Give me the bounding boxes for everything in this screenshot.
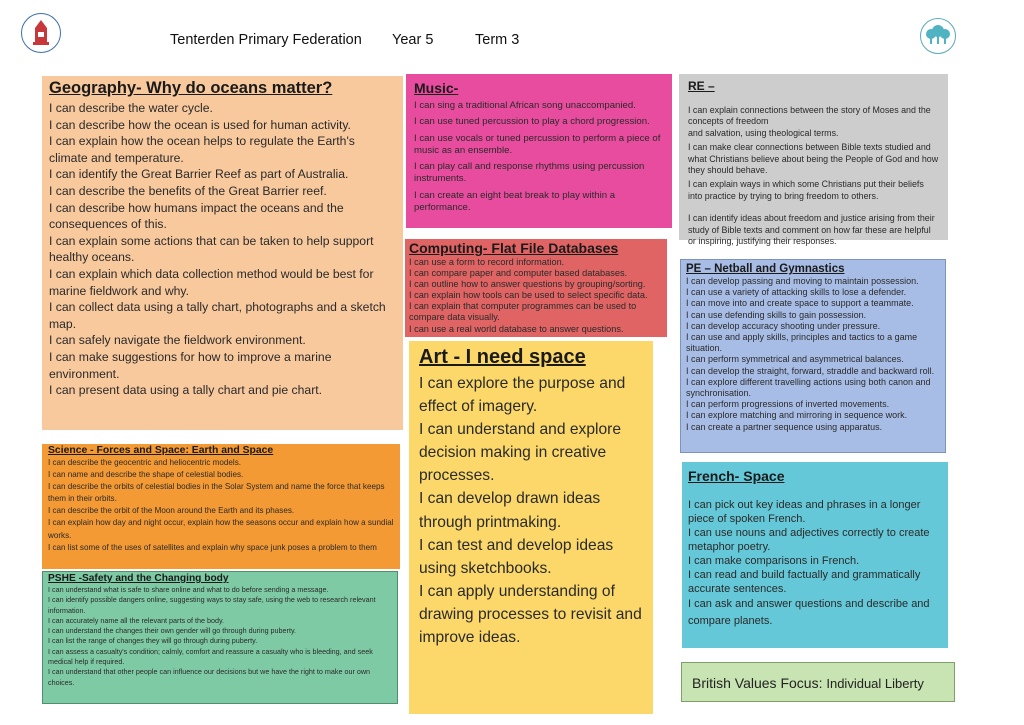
art-item: I can test and develop ideas using sketchbooks. <box>419 536 614 577</box>
science-item: I can explain how day and night occur, explain how the seasons occur and explain how a sundial works. <box>48 518 394 540</box>
science-item: I can describe the geocentric and heliocentric models. <box>48 458 242 467</box>
re-title: RE – <box>688 79 715 93</box>
art-item: I can understand and explore decision making in creative processes. <box>419 421 621 485</box>
art-item: I can explore the purpose and effect of imagery. <box>419 375 626 416</box>
geography-item: I can collect data using a tally chart, photographs and a sketch map. <box>49 300 386 331</box>
pshe-panel <box>42 571 398 704</box>
pshe-item: I can assess a casualty's condition; calmly, comfort and reassure a casualty who is bleeding, and seek medical help if required. <box>48 646 373 667</box>
science-item: I can list some of the uses of satellites and explain why space junk poses a problem to them <box>48 542 377 552</box>
pe-item: I can perform symmetrical and asymmetrical balances. <box>686 354 904 365</box>
re-item: I can explain connections between the story of Moses and the concepts of freedom <box>688 105 931 127</box>
computing-item: I can explain that computer programmes can be used to compare data visually. <box>409 301 637 323</box>
music-item: I can create an eight beat break to play within a performance. <box>414 189 616 214</box>
pshe-item: I can list the range of changes they will go through during puberty. <box>48 636 258 646</box>
re-item: I can make clear connections between Bible texts studied and what Christians believe about being the People of God and how they should behave. <box>688 142 939 176</box>
geography-item: I can describe how the ocean is used for human activity. <box>49 117 351 132</box>
pshe-title: PSHE -Safety and the Changing body <box>48 573 229 584</box>
art-item: I can develop drawn ideas through printmaking. <box>419 490 601 531</box>
geography-item: I can describe how humans impact the oceans and the consequences of this. <box>49 200 344 232</box>
computing-item: I can compare paper and computer based databases. <box>409 268 628 279</box>
computing-item: I can explain how tools can be used to select specific data. <box>409 290 648 301</box>
geography-item: I can explain how the ocean helps to regulate the Earth's climate and temperature. <box>49 134 355 165</box>
pe-item: I can develop the straight, forward, straddle and backward roll. <box>686 365 935 376</box>
geography-item: I can explain which data collection method would be best for marine fieldwork and why. <box>49 266 374 298</box>
art-item: I can apply understanding of drawing processes to revisit and improve ideas. <box>419 582 642 647</box>
french-item: I can read and build factually and grammatically accurate sentences. <box>688 569 921 595</box>
term-label: Term 3 <box>475 32 520 48</box>
pe-item: I can develop passing and moving to maintain possession. <box>686 276 919 286</box>
art-title: Art - I need space <box>419 346 586 368</box>
school-name: Tenterden Primary Federation <box>170 32 362 48</box>
french-item: I can make comparisons in French. <box>688 555 860 567</box>
british-values-value: Individual Liberty <box>826 676 924 691</box>
school-crest-icon <box>21 13 61 53</box>
science-title: Science - Forces and Space: Earth and Space <box>48 445 274 456</box>
year-label: Year 5 <box>392 32 434 48</box>
french-panel <box>682 462 948 648</box>
pe-item: I can explore different travelling actions using both canon and synchronisation. <box>686 376 931 399</box>
geography-item: I can describe the water cycle. <box>49 101 213 115</box>
trees-logo-icon <box>920 18 956 54</box>
computing-item: I can use a form to record information. <box>409 257 565 267</box>
music-item: I can play call and response rhythms using percussion instruments. <box>414 161 645 185</box>
re-item: I can identify ideas about freedom and justice arising from their study of Bible texts and comment on how far these are helpful or inspiring, justifying their responses. <box>688 213 935 247</box>
music-item: I can use tuned percussion to play a chord progression. <box>414 116 650 128</box>
re-item: I can explain ways in which some Christians put their beliefs into practice by trying to bring freedom to others. <box>688 179 924 201</box>
geography-panel <box>42 76 403 430</box>
pe-item: I can move into and create space to support a teammate. <box>686 298 914 309</box>
pe-item: I can use a variety of attacking skills to lose a defender. <box>686 287 907 298</box>
pe-item: I can use defending skills to gain possession. <box>686 309 867 320</box>
art-panel <box>409 341 653 714</box>
british-values-label: British Values Focus: <box>692 675 823 691</box>
music-title: Music- <box>414 80 459 96</box>
re-panel <box>679 74 948 247</box>
music-item: I can use vocals or tuned percussion to perform a piece of music as an ensemble. <box>414 132 661 156</box>
geography-item: I can identify the Great Barrier Reef as part of Australia. <box>49 167 349 182</box>
geography-item: I can describe the benefits of the Great Barrier reef. <box>49 183 327 198</box>
french-item: I can ask and answer questions and describe and compare planets. <box>688 598 930 627</box>
pe-panel <box>680 259 946 453</box>
french-title: French- Space <box>688 468 785 484</box>
french-item: I can use nouns and adjectives correctly to create metaphor poetry. <box>688 527 930 553</box>
computing-item: I can use a real world database to answer questions. <box>409 323 624 334</box>
pe-item: I can explore matching and mirroring in sequence work. <box>686 410 908 421</box>
science-panel <box>42 444 400 569</box>
computing-title: Computing- Flat File Databases <box>409 240 619 256</box>
computing-item: I can outline how to answer questions by grouping/sorting. <box>409 279 646 290</box>
music-item: I can sing a traditional African song unaccompanied. <box>414 100 636 111</box>
pshe-item: I can understand the changes their own gender will go through during puberty. <box>48 626 296 636</box>
geography-item: I can make suggestions for how to improve a marine environment. <box>49 349 332 381</box>
pshe-item: I can understand what is safe to share online and what to do before sending a message. <box>48 585 329 594</box>
geography-item: I can present data using a tally chart and pie chart. <box>49 383 323 398</box>
computing-panel <box>405 239 667 337</box>
science-item: I can name and describe the shape of celestial bodies. <box>48 470 244 480</box>
french-item: I can pick out key ideas and phrases in a longer piece of spoken French. <box>688 499 921 525</box>
british-values-panel <box>681 662 955 702</box>
pshe-item: I can identify possible dangers online, suggesting ways to stay safe, using the web to research relevant information. <box>48 595 376 615</box>
science-item: I can describe the orbit of the Moon around the Earth and its phases. <box>48 506 295 516</box>
geography-title: Geography- Why do oceans matter? <box>49 79 333 97</box>
music-panel <box>406 74 672 228</box>
re-item: and salvation, using theological terms. <box>688 127 839 138</box>
science-item: I can describe the orbits of celestial bodies in the Solar System and name the force that keeps them in their orbits. <box>48 482 385 504</box>
pshe-item: I can accurately name all the relevant parts of the body. <box>48 615 225 625</box>
pe-item: I can develop accuracy shooting under pressure. <box>686 320 881 331</box>
pe-title: PE – Netball and Gymnastics <box>686 263 845 275</box>
pe-item: I can perform progressions of inverted movements. <box>686 399 890 410</box>
pe-item: I can create a partner sequence using apparatus. <box>686 421 883 432</box>
pe-item: I can use and apply skills, principles and tactics to a game situation. <box>686 332 918 354</box>
pshe-item: I can understand that other people can influence our decisions but we have the right to make our own choices. <box>48 667 371 687</box>
geography-item: I can safely navigate the fieldwork environment. <box>49 333 306 348</box>
geography-item: I can explain some actions that can be taken to help support healthy oceans. <box>49 233 374 265</box>
